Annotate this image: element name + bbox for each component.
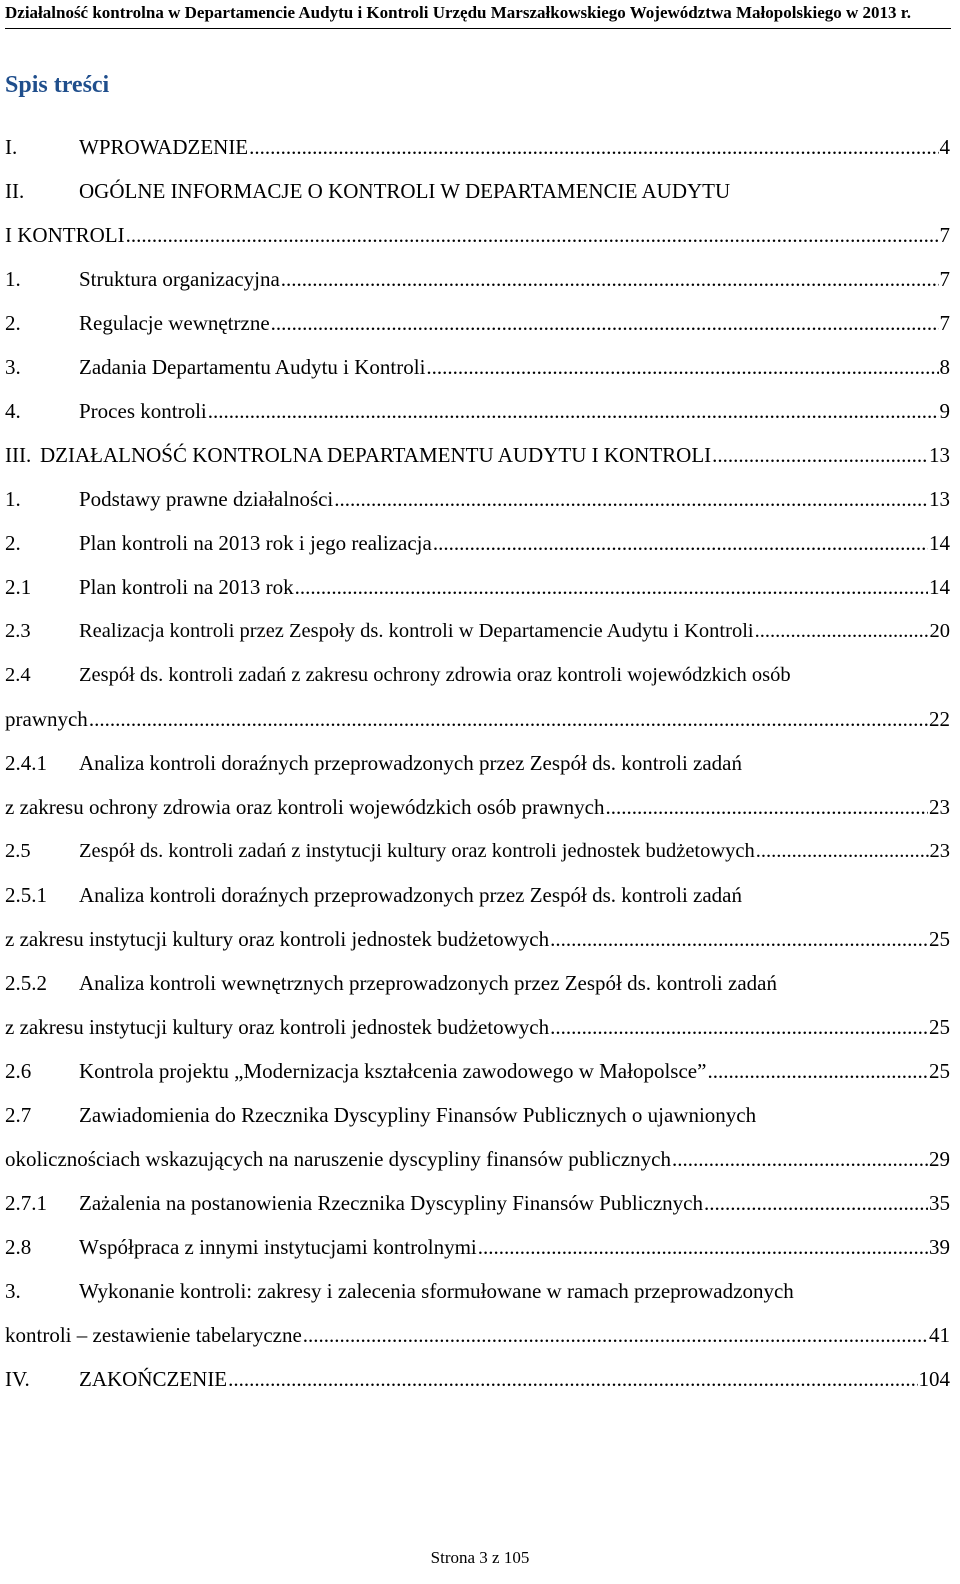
toc-entry-17[interactable] bbox=[0, 1049, 960, 1093]
toc-number: 1. bbox=[5, 487, 21, 511]
dot-leader bbox=[208, 389, 939, 433]
toc-number: III. bbox=[5, 443, 32, 467]
toc-page-number: 9 bbox=[939, 399, 950, 423]
toc-page-number: 7 bbox=[939, 311, 950, 335]
toc-entry-title: Wykonanie kontroli: zakresy i zalecenia sformułowane w ramach przeprowadzonych bbox=[79, 1279, 794, 1303]
dot-leader bbox=[334, 477, 928, 521]
toc-title: Spis treści bbox=[5, 72, 110, 98]
toc-page-number: 35 bbox=[929, 1191, 950, 1215]
toc-page-number: 39 bbox=[929, 1235, 950, 1259]
toc-entry-title: z zakresu ochrony zdrowia oraz kontroli wojewódzkich osób prawnych bbox=[5, 795, 605, 819]
toc-entry-5[interactable] bbox=[0, 345, 960, 389]
toc-entry-title: I KONTROLI bbox=[5, 223, 125, 247]
toc-page-number: 22 bbox=[929, 707, 950, 731]
toc-entry-12-cont[interactable] bbox=[0, 697, 960, 741]
toc-entry-title: Zespół ds. kontroli zadań z instytucji kultury oraz kontroli jednostek budżetowych bbox=[79, 840, 755, 862]
dot-leader bbox=[755, 609, 929, 653]
toc-entry-title: Zażalenia na postanowienia Rzecznika Dyscypliny Finansów Publicznych bbox=[79, 1191, 703, 1215]
toc-entry-title: z zakresu instytucji kultury oraz kontroli jednostek budżetowych bbox=[5, 1015, 550, 1039]
dot-leader bbox=[249, 125, 938, 169]
toc-entry-16[interactable] bbox=[0, 961, 960, 1005]
toc-number: 2.7.1 bbox=[5, 1191, 47, 1215]
toc-number: I. bbox=[5, 135, 18, 159]
toc-entry-10[interactable] bbox=[0, 565, 960, 609]
toc-entry-title: ZAKOŃCZENIE bbox=[79, 1367, 228, 1391]
toc-entry-title: Podstawy prawne działalności bbox=[79, 487, 334, 511]
toc-page-number: 41 bbox=[929, 1323, 950, 1347]
toc-number: 2.5.2 bbox=[5, 971, 47, 995]
toc-number: II. bbox=[5, 179, 25, 203]
toc-entry-title: Kontrola projektu „Modernizacja kształcenia zawodowego w Małopolsce” bbox=[79, 1059, 707, 1083]
toc-page-number: 7 bbox=[939, 223, 950, 247]
toc-entry-2-cont[interactable] bbox=[0, 213, 960, 257]
toc-entry-title: Analiza kontroli doraźnych przeprowadzonych przez Zespół ds. kontroli zadań bbox=[79, 751, 742, 775]
toc-number: 2. bbox=[5, 531, 21, 555]
toc-entry-21[interactable] bbox=[0, 1269, 960, 1313]
toc-entry-9[interactable] bbox=[0, 521, 960, 565]
toc-entry-13-cont[interactable] bbox=[0, 785, 960, 829]
toc-entry-18-cont[interactable] bbox=[0, 1137, 960, 1181]
table-of-contents bbox=[0, 125, 960, 1401]
toc-entry-16-cont[interactable] bbox=[0, 1005, 960, 1049]
toc-entry-15-cont[interactable] bbox=[0, 917, 960, 961]
dot-leader bbox=[126, 213, 939, 257]
toc-entry-title: OGÓLNE INFORMACJE O KONTROLI W DEPARTAMENCIE AUDYTU bbox=[79, 179, 731, 203]
toc-entry-title: Proces kontroli bbox=[79, 399, 207, 423]
toc-number: 2. bbox=[5, 311, 21, 335]
toc-entry-18[interactable] bbox=[0, 1093, 960, 1137]
toc-entry-11[interactable] bbox=[0, 609, 960, 653]
toc-entry-title: kontroli – zestawienie tabelaryczne bbox=[5, 1323, 302, 1347]
toc-page-number: 20 bbox=[929, 620, 950, 642]
toc-page-number: 104 bbox=[918, 1367, 950, 1391]
toc-entry-title: Zespół ds. kontroli zadań z zakresu ochrony zdrowia oraz kontroli wojewódzkich osób bbox=[79, 664, 791, 686]
toc-entry-3[interactable] bbox=[0, 257, 960, 301]
header-title: Działalność kontrolna w Departamencie Audytu i Kontroli Urzędu Marszałkowskiego Województwa Małopolskiego w 2013 r. bbox=[5, 3, 912, 22]
toc-entry-13[interactable] bbox=[0, 741, 960, 785]
dot-leader bbox=[478, 1225, 928, 1269]
dot-leader bbox=[605, 785, 928, 829]
toc-entry-8[interactable] bbox=[0, 477, 960, 521]
dot-leader bbox=[271, 301, 939, 345]
header-rule bbox=[5, 28, 951, 29]
toc-number: 1. bbox=[5, 267, 21, 291]
toc-page-number: 29 bbox=[929, 1147, 950, 1171]
toc-page-number: 7 bbox=[939, 267, 950, 291]
dot-leader bbox=[704, 1181, 928, 1225]
dot-leader bbox=[281, 257, 939, 301]
dot-leader bbox=[303, 1313, 928, 1357]
toc-entry-15[interactable] bbox=[0, 873, 960, 917]
toc-number: 3. bbox=[5, 355, 21, 379]
toc-entry-20[interactable] bbox=[0, 1225, 960, 1269]
toc-entry-12[interactable] bbox=[0, 653, 960, 697]
toc-number: IV. bbox=[5, 1367, 30, 1391]
toc-entry-title: Plan kontroli na 2013 rok bbox=[79, 575, 294, 599]
toc-page-number: 25 bbox=[929, 927, 950, 951]
dot-leader bbox=[707, 1049, 928, 1093]
toc-entry-title: Realizacja kontroli przez Zespoły ds. kontroli w Departamencie Audytu i Kontroli bbox=[79, 620, 754, 642]
toc-entry-title: prawnych bbox=[5, 707, 88, 731]
toc-page-number: 8 bbox=[939, 355, 950, 379]
toc-entry-title: Analiza kontroli wewnętrznych przeprowadzonych przez Zespół ds. kontroli zadań bbox=[79, 971, 777, 995]
dot-leader bbox=[756, 829, 929, 873]
toc-page-number: 23 bbox=[929, 840, 950, 862]
toc-number: 2.1 bbox=[5, 575, 32, 599]
toc-page-number: 13 bbox=[929, 487, 950, 511]
toc-entry-21-cont[interactable] bbox=[0, 1313, 960, 1357]
toc-number: 2.6 bbox=[5, 1059, 32, 1083]
toc-entry-title: DZIAŁALNOŚĆ KONTROLNA DEPARTAMENTU AUDYTU I KONTROLI bbox=[40, 443, 712, 467]
toc-number: 2.4 bbox=[5, 664, 31, 686]
toc-number: 2.4.1 bbox=[5, 751, 47, 775]
toc-entry-title: okolicznościach wskazujących na naruszenie dyscypliny finansów publicznych bbox=[5, 1147, 671, 1171]
toc-number: 2.3 bbox=[5, 620, 31, 642]
toc-entry-title: Regulacje wewnętrzne bbox=[79, 311, 270, 335]
toc-page-number: 14 bbox=[929, 531, 950, 555]
toc-entry-4[interactable] bbox=[0, 301, 960, 345]
toc-page-number: 25 bbox=[929, 1059, 950, 1083]
toc-entry-title: Plan kontroli na 2013 rok i jego realizacja bbox=[79, 531, 432, 555]
toc-number: 4. bbox=[5, 399, 21, 423]
toc-entry-1[interactable] bbox=[0, 125, 960, 169]
toc-page-number: 4 bbox=[939, 135, 950, 159]
toc-number: 3. bbox=[5, 1279, 21, 1303]
toc-page-number: 23 bbox=[929, 795, 950, 819]
dot-leader bbox=[672, 1137, 928, 1181]
toc-page-number: 14 bbox=[929, 575, 950, 599]
toc-entry-title: Zawiadomienia do Rzecznika Dyscypliny Finansów Publicznych o ujawnionych bbox=[79, 1103, 757, 1127]
toc-entry-22[interactable] bbox=[0, 1357, 960, 1401]
toc-entry-6[interactable] bbox=[0, 389, 960, 433]
dot-leader bbox=[295, 565, 928, 609]
toc-entry-19[interactable] bbox=[0, 1181, 960, 1225]
toc-number: 2.5 bbox=[5, 840, 31, 862]
toc-number: 2.5.1 bbox=[5, 883, 47, 907]
toc-number: 2.8 bbox=[5, 1235, 32, 1259]
toc-number: 2.7 bbox=[5, 1103, 32, 1127]
toc-entry-title: Struktura organizacyjna bbox=[79, 267, 280, 291]
toc-entry-title: Współpraca z innymi instytucjami kontrolnymi bbox=[79, 1235, 477, 1259]
toc-entry-14[interactable] bbox=[0, 829, 960, 873]
toc-entry-2[interactable] bbox=[0, 169, 960, 213]
toc-entry-7[interactable] bbox=[0, 433, 960, 477]
dot-leader bbox=[712, 433, 928, 477]
dot-leader bbox=[228, 1357, 917, 1401]
page-footer: Strona 3 z 105 bbox=[430, 1548, 530, 1567]
toc-entry-title: Zadania Departamentu Audytu i Kontroli bbox=[79, 355, 426, 379]
toc-page-number: 13 bbox=[929, 443, 950, 467]
toc-entry-title: WPROWADZENIE bbox=[79, 135, 249, 159]
dot-leader bbox=[433, 521, 928, 565]
toc-page-number: 25 bbox=[929, 1015, 950, 1039]
dot-leader bbox=[550, 1005, 928, 1049]
toc-entry-title: z zakresu instytucji kultury oraz kontroli jednostek budżetowych bbox=[5, 927, 550, 951]
dot-leader bbox=[426, 345, 938, 389]
dot-leader bbox=[89, 697, 928, 741]
page-header bbox=[0, 0, 960, 34]
toc-entry-title: Analiza kontroli doraźnych przeprowadzonych przez Zespół ds. kontroli zadań bbox=[79, 883, 742, 907]
dot-leader bbox=[550, 917, 928, 961]
